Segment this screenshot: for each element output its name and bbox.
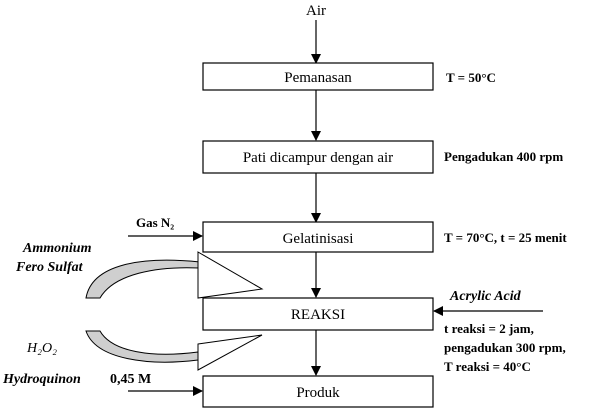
note-pati: Pengadukan 400 rpm (444, 149, 564, 164)
note-reaksi-line3: T reaksi = 40°C (444, 359, 531, 374)
note-pemanasan: T = 50°C (446, 70, 496, 85)
input-ammonium-line2: Fero Sulfat (16, 260, 83, 275)
curve-arrow-upper-head (198, 252, 262, 298)
step-label-pemanasan: Pemanasan (284, 70, 352, 86)
input-ammonium-line1: Ammonium (23, 241, 92, 256)
step-label-pati: Pati dicampur dengan air (242, 150, 394, 166)
input-h2o2-label: H₂O₂ (27, 341, 57, 356)
input-hydroquinon-label: Hydroquinon (3, 372, 81, 387)
input-air-label: Air (306, 3, 326, 19)
curve-arrow-lower-head (198, 335, 262, 370)
input-acrylic-label: Acrylic Acid (450, 289, 521, 304)
input-gas-label: Gas N₂ (136, 215, 175, 230)
note-reaksi-line1: t reaksi = 2 jam, (444, 321, 534, 336)
input-hydroquinon-conc: 0,45 M (110, 372, 152, 387)
curve-arrow-lower (86, 331, 198, 362)
note-reaksi-line2: pengadukan 300 rpm, (444, 340, 566, 355)
step-label-reaksi: REAKSI (290, 307, 346, 323)
curve-arrow-upper (86, 260, 200, 298)
step-label-gelatinisasi: Gelatinisasi (282, 231, 354, 247)
note-gelatinisasi: T = 70°C, t = 25 menit (444, 230, 567, 245)
step-label-produk: Produk (296, 385, 340, 401)
